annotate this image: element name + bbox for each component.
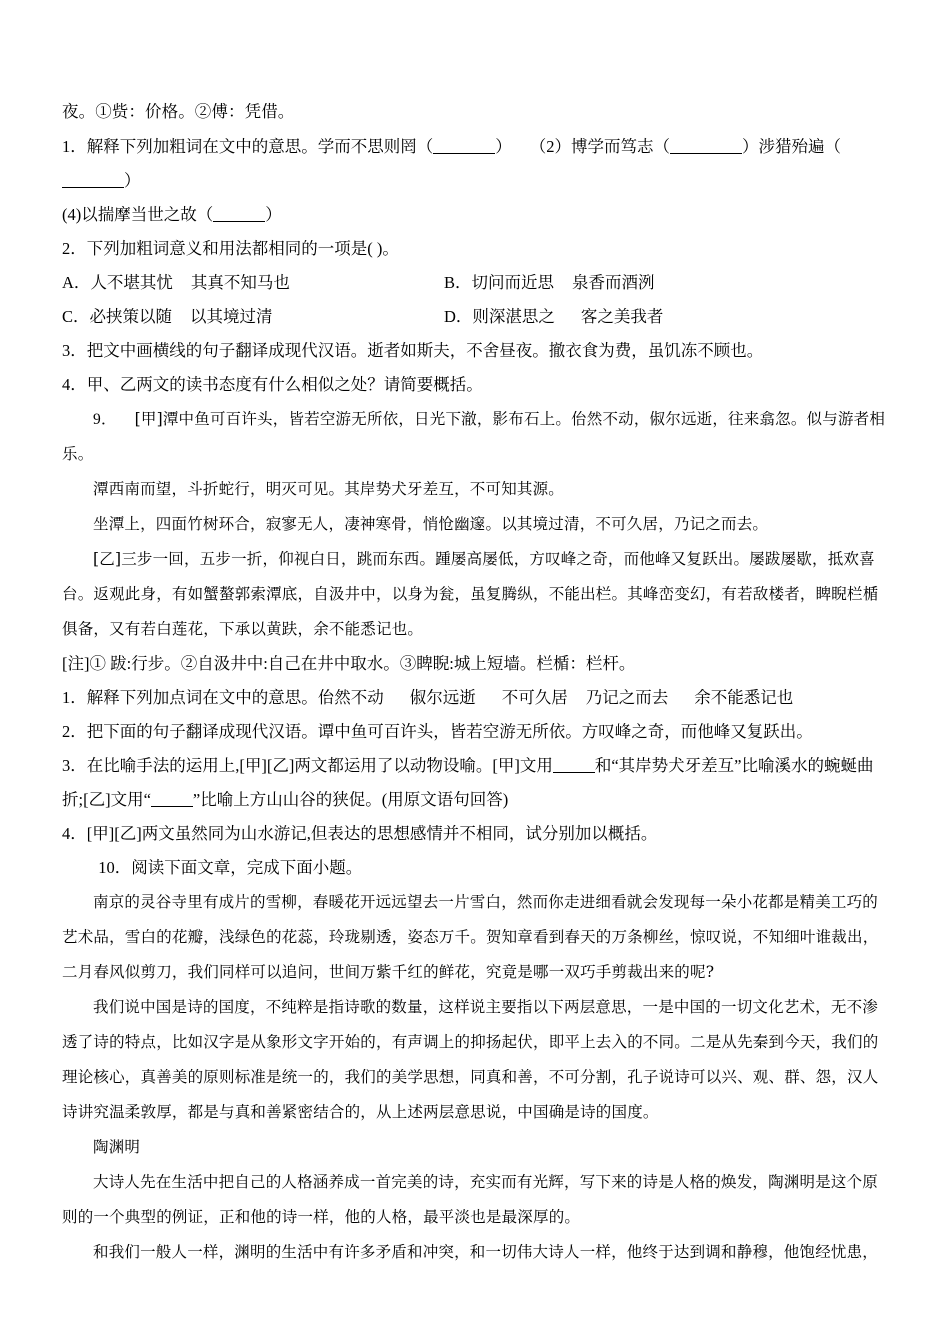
question-1-line2 bbox=[62, 198, 892, 232]
question-4-text: 甲、乙两文的读书态度有什么相似之处？请简要概括。 bbox=[86, 375, 483, 394]
section-9-question-4 bbox=[62, 817, 892, 851]
option-c-part1: 必挟策以随 bbox=[89, 307, 173, 326]
option-c-part2: 以其境过清 bbox=[190, 307, 273, 326]
section-9-question-3 bbox=[62, 749, 892, 817]
question-1-number: 1． bbox=[62, 137, 87, 156]
section-10-prompt bbox=[62, 851, 892, 885]
question-1-item4-text: 以揣摩当世之故（ bbox=[81, 205, 214, 224]
option-d-part1: 则深湛思之 bbox=[472, 307, 555, 326]
option-b-part1: 切问而近思 bbox=[471, 273, 555, 292]
section-10-paragraph-3: 大诗人先在生活中把自己的人格涵养成一首完美的诗，充实而有光辉，写下来的诗是人格的焕发，陶渊明是这个原则的一个典型的例证，正和他的诗一样，他的人格，最平淡也是最深厚的。 bbox=[62, 1173, 879, 1226]
question-1-close3: ） bbox=[124, 171, 141, 190]
passage-jia-text-1: 潭中鱼可百许头，皆若空游无所依，日光下澈，影布石上。佁然不动，俶尔远逝，往来翕忽。似与游者相乐。 bbox=[62, 410, 886, 463]
option-a-part2: 其真不知马也 bbox=[190, 273, 290, 292]
question-2-text: 下列加粗词意义和用法都相同的一项是( )。 bbox=[86, 239, 399, 258]
question-3-text: 把文中画横线的句子翻译成现代汉语。逝者如斯夫，不舍昼夜。撤衣食为费，虽饥冻不顾也。 bbox=[86, 341, 764, 360]
question-1-item2-text: 博学而笃志（ bbox=[571, 137, 670, 156]
section-9-q1-text: 解释下列加点词在文中的意思。 bbox=[86, 688, 318, 707]
term-1: 佁然不动 bbox=[317, 688, 384, 707]
section-9-question-2 bbox=[62, 715, 892, 749]
question-1-line1 bbox=[62, 130, 892, 198]
option-d-part2: 客之美我者 bbox=[580, 307, 664, 326]
section-10-number: 10． bbox=[98, 858, 132, 877]
section-9-q3-number: 3． bbox=[62, 756, 87, 775]
section-10-prompt-text: 阅读下面文章，完成下面小题。 bbox=[131, 858, 363, 877]
section-9-q3-text-2: 和“其岸势犬牙差互”比喻溪水的蜿蜒曲折;[乙]文用“ bbox=[62, 756, 874, 809]
option-a-part1: 人不堪其忧 bbox=[90, 273, 173, 292]
option-a-label: A． bbox=[62, 273, 91, 292]
answer-blank-2[interactable] bbox=[670, 137, 742, 155]
question-2-options-row-1 bbox=[62, 266, 892, 300]
option-a[interactable] bbox=[62, 266, 444, 300]
section-9-passage-jia-2: 潭西南而望，斗折蛇行，明灭可见。其岸势犬牙差互，不可知其源。 bbox=[93, 480, 565, 498]
notes-header-line: 夜。①赀：价格。②傅：凭借。 bbox=[62, 102, 295, 121]
yi-tag: [乙] bbox=[93, 550, 122, 568]
section-9-q2-number: 2． bbox=[62, 722, 87, 741]
term-4: 乃记之而去 bbox=[585, 688, 669, 707]
question-1-text: 解释下列加粗词在文中的意思。学而不思则罔（ bbox=[86, 137, 434, 156]
question-3 bbox=[62, 334, 892, 368]
section-9-q1-number: 1． bbox=[62, 688, 87, 707]
question-3-number: 3． bbox=[62, 341, 87, 360]
answer-blank-metaphor-1[interactable] bbox=[553, 756, 595, 774]
section-9-notes: [注]① 跋:行步。②自汲井中:自己在井中取水。③睥睨:城上短墙。栏楯：栏杆。 bbox=[62, 654, 636, 673]
section-10-paragraph-4: 和我们一般人一样，渊明的生活中有许多矛盾和冲突，和一切伟大诗人一样，他终于达到调和静穆，他饱经忧患， bbox=[93, 1243, 879, 1261]
question-2-options-row-2 bbox=[62, 300, 892, 334]
question-1-item4-close: ） bbox=[265, 205, 282, 224]
section-9-q4-number: 4． bbox=[62, 824, 87, 843]
passage-yi-text: 三步一回，五步一折，仰视白日，跳而东西。踵屡高屡低，方叹峰之奇，而他峰又复跃出。屡跋屡歇，抵欢喜台。返观此身，有如蟹螯郭索潭底，自汲井中，以身为瓮，虽复腾纵，不能出栏。其峰峦变幻，有若敌楼者，睥睨栏楯俱备，又有若白莲花，下承以黄趺，余不能悉记也。 bbox=[62, 550, 879, 638]
question-1-close2: ） bbox=[742, 137, 759, 156]
option-c[interactable] bbox=[62, 300, 444, 334]
answer-blank-3[interactable] bbox=[62, 171, 124, 189]
option-b[interactable] bbox=[444, 266, 892, 300]
option-d[interactable] bbox=[444, 300, 892, 334]
answer-blank-1[interactable] bbox=[433, 137, 495, 155]
section-10-paragraph-2: 我们说中国是诗的国度，不纯粹是指诗歌的数量，这样说主要指以下两层意思，一是中国的一切文化艺术，无不渗透了诗的特点，比如汉字是从象形文字开始的，有声调上的抑扬起伏，即平上去入的不同。二是从先秦到今天，我们的理论核心，真善美的原则标准是统一的，我们的美学思想，同真和善，不可分割，孔子说诗可以兴、观、群、怨，汉人诗讲究温柔敦厚，都是与真和善紧密结合的，从上述两层意思说，中国确是诗的国度。 bbox=[62, 998, 879, 1121]
section-10-paragraph-1: 南京的灵谷寺里有成片的雪柳，春暖花开远远望去一片雪白，然而你走进细看就会发现每一朵小花都是精美工巧的艺术品，雪白的花瓣，浅绿色的花蕊，玲珑剔透，姿态万千。贺知章看到春天的万条柳丝，惊叹说，不知细叶谁裁出，二月春风似剪刀，我们同样可以追问，世间万紫千红的鲜花，究竟是哪一双巧手剪裁出来的呢? bbox=[62, 893, 879, 981]
question-1-item2-label: （2） bbox=[529, 137, 571, 156]
section-9-question-1 bbox=[62, 681, 892, 715]
section-9-q3-text-3: ”比喻上方山山谷的狭促。(用原文语句回答) bbox=[192, 790, 509, 809]
section-9-passage-jia-1 bbox=[62, 402, 892, 472]
option-b-part2: 泉香而酒洌 bbox=[572, 273, 655, 292]
term-3: 不可久居 bbox=[501, 688, 568, 707]
option-b-label: B． bbox=[444, 273, 472, 292]
section-9-q3-text-1: 在比喻手法的运用上,[甲][乙]两文都运用了以动物设喻。[甲]文用 bbox=[86, 756, 553, 775]
jia-tag: [甲] bbox=[134, 410, 163, 428]
answer-blank-4[interactable] bbox=[213, 205, 265, 223]
term-5: 余不能悉记也 bbox=[694, 688, 794, 707]
answer-blank-metaphor-2[interactable] bbox=[151, 790, 193, 808]
section-9-number: 9． bbox=[93, 411, 117, 428]
question-1-item4-label: (4) bbox=[62, 205, 82, 224]
section-9-passage-yi bbox=[62, 542, 892, 647]
question-4-number: 4． bbox=[62, 375, 87, 394]
term-2: 俶尔远逝 bbox=[409, 688, 476, 707]
question-1-close1: ） bbox=[495, 137, 512, 156]
section-9-q4-text: [甲][乙]两文虽然同为山水游记,但表达的思想感情并不相同，试分别加以概括。 bbox=[86, 824, 658, 843]
question-2-stem bbox=[62, 232, 892, 266]
option-c-label: C． bbox=[62, 307, 90, 326]
section-9-q2-text: 把下面的句子翻译成现代汉语。谭中鱼可百许头，皆若空游无所依。方叹峰之奇，而他峰又复跃出。 bbox=[86, 722, 813, 741]
question-1-item3-text: 涉猎殆遍（ bbox=[758, 137, 841, 156]
question-4 bbox=[62, 368, 892, 402]
question-2-number: 2． bbox=[62, 239, 87, 258]
section-9-passage-jia-3: 坐潭上，四面竹树环合，寂寥无人，凄神寒骨，悄怆幽邃。以其境过清，不可久居，乃记之而去。 bbox=[93, 515, 769, 533]
option-d-label: D． bbox=[444, 307, 473, 326]
section-10-subtitle: 陶渊明 bbox=[93, 1138, 141, 1156]
